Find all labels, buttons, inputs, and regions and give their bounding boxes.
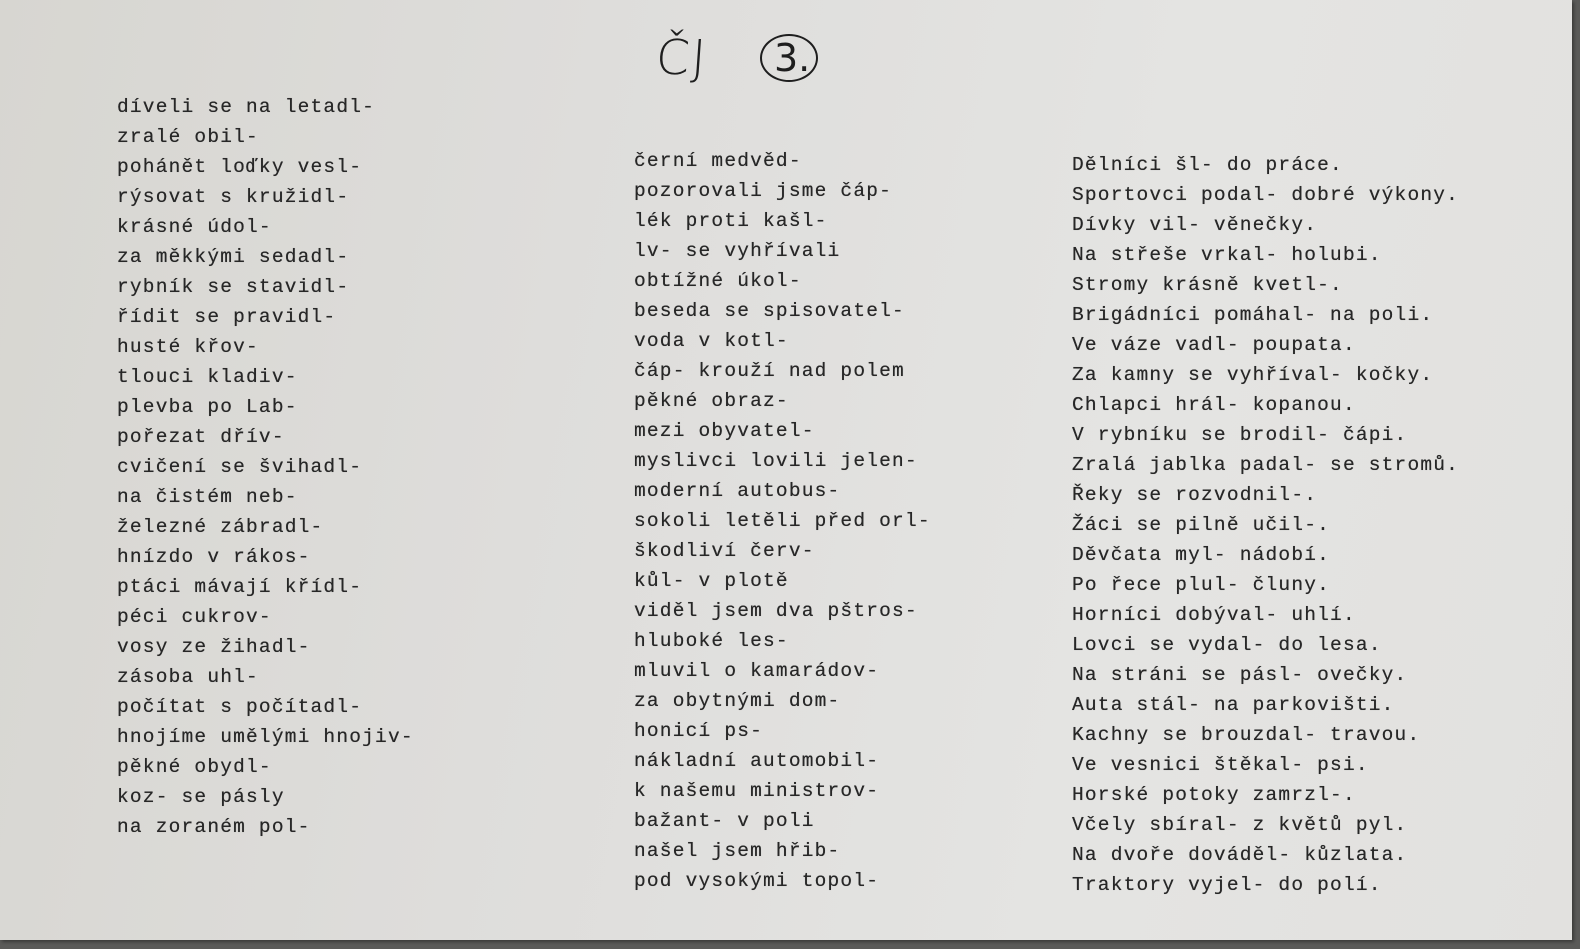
- exercise-line: honicí ps-: [634, 720, 764, 742]
- exercise-line: koz- se pásly: [117, 786, 285, 808]
- exercise-line: Kachny se brouzdal- travou.: [1072, 724, 1421, 746]
- exercise-line: za obytnými dom-: [634, 690, 841, 712]
- exercise-line: nákladní automobil-: [634, 750, 880, 772]
- exercise-line: na čistém neb-: [117, 486, 298, 508]
- exercise-line: pohánět loďky vesl-: [117, 156, 363, 178]
- worksheet-number: 3.: [774, 36, 811, 80]
- exercise-column-3: [1072, 150, 1459, 900]
- subject-title: ČJ: [654, 30, 710, 86]
- exercise-line: Zralá jablka padal- se stromů.: [1072, 454, 1460, 476]
- exercise-line: za měkkými sedadl-: [117, 246, 350, 268]
- handwritten-header: [650, 22, 850, 92]
- exercise-line: Lovci se vydal- do lesa.: [1072, 634, 1382, 656]
- exercise-line: husté křov-: [117, 336, 259, 358]
- exercise-line: pořezat dřív-: [117, 426, 285, 448]
- exercise-line: voda v kotl-: [634, 330, 789, 352]
- exercise-line: vosy ze žihadl-: [117, 636, 311, 658]
- exercise-line: myslivci lovili jelen-: [634, 450, 918, 472]
- exercise-line: Stromy krásně kvetl-.: [1072, 274, 1343, 296]
- exercise-line: lv- se vyhřívali: [634, 240, 841, 262]
- exercise-line: pěkné obraz-: [634, 390, 789, 412]
- exercise-line: zralé obil-: [117, 126, 259, 148]
- exercise-line: Dívky vil- věnečky.: [1072, 214, 1318, 236]
- exercise-line: ptáci mávají křídl-: [117, 576, 363, 598]
- exercise-line: Včely sbíral- z květů pyl.: [1072, 814, 1408, 836]
- exercise-line: pozorovali jsme čáp-: [634, 180, 893, 202]
- exercise-line: Za kamny se vyhříval- kočky.: [1072, 364, 1434, 386]
- exercise-line: Na střeše vrkal- holubi.: [1072, 244, 1382, 266]
- exercise-line: Řeky se rozvodnil-.: [1072, 484, 1318, 506]
- exercise-line: péci cukrov-: [117, 606, 272, 628]
- exercise-line: Auta stál- na parkovišti.: [1072, 694, 1395, 716]
- exercise-line: pod vysokými topol-: [634, 870, 880, 892]
- exercise-line: cvičení se švihadl-: [117, 456, 363, 478]
- exercise-line: Sportovci podal- dobré výkony.: [1072, 184, 1460, 206]
- exercise-line: zásoba uhl-: [117, 666, 259, 688]
- exercise-line: V rybníku se brodil- čápi.: [1072, 424, 1408, 446]
- exercise-line: Na stráni se pásl- ovečky.: [1072, 664, 1408, 686]
- exercise-line: Traktory vyjel- do polí.: [1072, 874, 1382, 896]
- exercise-line: čáp- krouží nad polem: [634, 360, 905, 382]
- exercise-line: železné zábradl-: [117, 516, 324, 538]
- exercise-line: obtížné úkol-: [634, 270, 802, 292]
- exercise-line: Chlapci hrál- kopanou.: [1072, 394, 1356, 416]
- exercise-line: Horníci dobýval- uhlí.: [1072, 604, 1356, 626]
- exercise-line: mluvil o kamarádov-: [634, 660, 880, 682]
- exercise-column-2: [634, 146, 931, 896]
- exercise-line: hnojíme umělými hnojiv-: [117, 726, 414, 748]
- exercise-line: mezi obyvatel-: [634, 420, 815, 442]
- exercise-line: k našemu ministrov-: [634, 780, 880, 802]
- exercise-line: lék proti kašl-: [634, 210, 828, 232]
- exercise-line: hnízdo v rákos-: [117, 546, 311, 568]
- exercise-line: Ve vesnici štěkal- psi.: [1072, 754, 1369, 776]
- exercise-line: Ve váze vadl- poupata.: [1072, 334, 1356, 356]
- exercise-line: tlouci kladiv-: [117, 366, 298, 388]
- exercise-line: viděl jsem dva pštros-: [634, 600, 918, 622]
- exercise-line: na zoraném pol-: [117, 816, 311, 838]
- exercise-line: díveli se na letadl-: [117, 96, 376, 118]
- exercise-line: černí medvěd-: [634, 150, 802, 172]
- exercise-line: moderní autobus-: [634, 480, 841, 502]
- exercise-line: Horské potoky zamrzl-.: [1072, 784, 1356, 806]
- exercise-line: plevba po Lab-: [117, 396, 298, 418]
- exercise-line: našel jsem hřib-: [634, 840, 841, 862]
- exercise-line: Na dvoře dováděl- kůzlata.: [1072, 844, 1408, 866]
- exercise-line: Děvčata myl- nádobí.: [1072, 544, 1331, 566]
- exercise-line: řídit se pravidl-: [117, 306, 337, 328]
- exercise-line: rýsovat s kružidl-: [117, 186, 350, 208]
- exercise-line: krásné údol-: [117, 216, 272, 238]
- exercise-line: počítat s počítadl-: [117, 696, 363, 718]
- exercise-line: kůl- v plotě: [634, 570, 789, 592]
- exercise-column-1: [117, 92, 414, 842]
- exercise-line: bažant- v poli: [634, 810, 815, 832]
- exercise-line: pěkné obydl-: [117, 756, 272, 778]
- exercise-line: hluboké les-: [634, 630, 789, 652]
- exercise-line: sokoli letěli před orl-: [634, 510, 931, 532]
- exercise-line: Žáci se pilně učil-.: [1072, 514, 1331, 536]
- exercise-line: škodliví červ-: [634, 540, 815, 562]
- exercise-line: rybník se stavidl-: [117, 276, 350, 298]
- exercise-line: Po řece plul- čluny.: [1072, 574, 1331, 596]
- exercise-line: Brigádníci pomáhal- na poli.: [1072, 304, 1434, 326]
- exercise-line: beseda se spisovatel-: [634, 300, 905, 322]
- exercise-line: Dělníci šl- do práce.: [1072, 154, 1343, 176]
